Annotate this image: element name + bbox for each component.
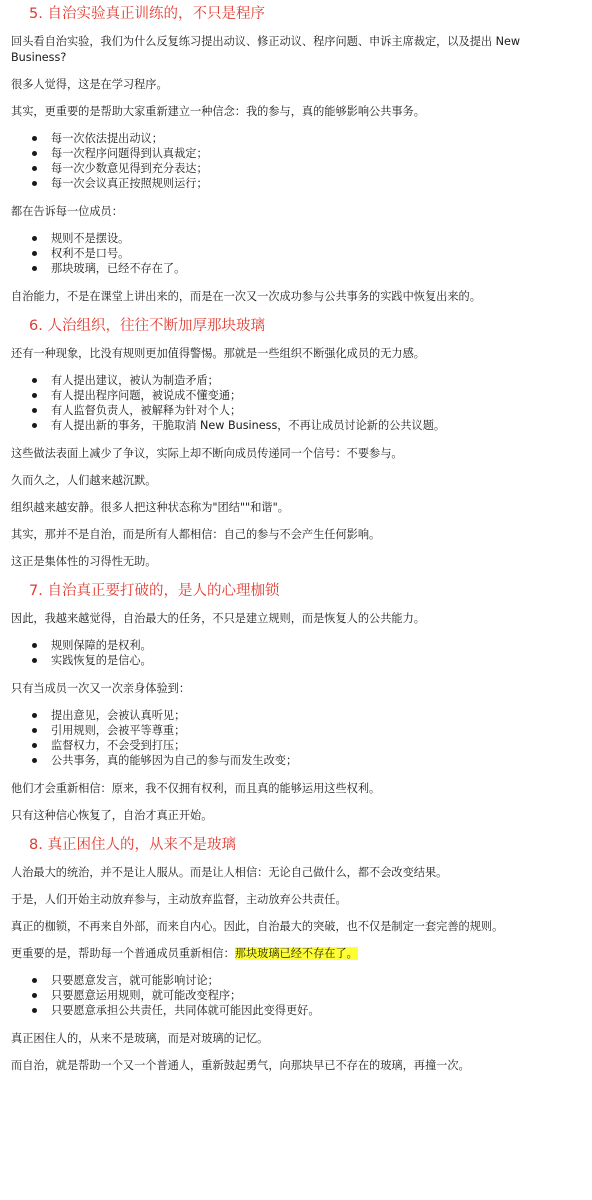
list-item-text: 每一次程序问题得到认真裁定； — [51, 147, 208, 160]
list-item-text: 引用规则，会被平等尊重； — [51, 724, 186, 737]
bullet-dot-icon — [32, 658, 37, 663]
section-heading: 5. 自治实验真正训练的，不只是程序 — [29, 6, 265, 22]
bullet-dot-icon — [32, 1008, 37, 1013]
paragraph — [11, 946, 578, 962]
section-heading: 6. 人治组织，往往不断加厚那块玻璃 — [29, 318, 265, 334]
list-item — [11, 753, 578, 768]
list-item — [11, 161, 578, 176]
list-item-text: 监督权力，不会受到打压； — [51, 739, 186, 752]
list-item — [11, 146, 578, 161]
list-item-text: 有人提出建议，被认为制造矛盾； — [51, 374, 219, 387]
list-item-text: 提出意见，会被认真听见； — [51, 709, 186, 722]
paragraph: 其实，更重要的是帮助大家重新建立一种信念：我的参与，真的能够影响公共事务。 — [11, 105, 425, 118]
list-item — [11, 403, 578, 418]
list-item — [11, 738, 578, 753]
paragraph: 还有一种现象，比没有规则更加值得警惕。那就是一些组织不断强化成员的无力感。 — [11, 347, 425, 360]
list-item-text: 只要愿意承担公共责任，共同体就可能因此变得更好。 — [51, 1004, 320, 1017]
section-8 — [11, 835, 578, 1074]
bullet-dot-icon — [32, 151, 37, 156]
paragraph: 组织越来越安静。很多人把这种状态称为"团结""和谐"。 — [11, 501, 289, 514]
paragraph: 真正的枷锁，不再来自外部，而来自内心。因此，自治最大的突破，也不仅是制定一套完善的规则。 — [11, 920, 504, 933]
section-heading: 8. 真正困住人的，从来不是玻璃 — [29, 837, 236, 853]
bullet-list — [11, 973, 578, 1018]
paragraph: 这些做法表面上减少了争议，实际上却不断向成员传递同一个信号：不要参与。 — [11, 447, 403, 460]
paragraph: 回头看自治实验，我们为什么反复练习提出动议、修正动议、程序问题、申诉主席裁定，以及提出 New Business? — [11, 35, 521, 64]
list-item — [11, 988, 578, 1003]
paragraph: 于是，人们开始主动放弃参与，主动放弃监督，主动放弃公共责任。 — [11, 893, 347, 906]
list-item — [11, 373, 578, 388]
paragraph: 因此，我越来越觉得，自治最大的任务，不只是建立规则，而是恢复人的公共能力。 — [11, 612, 425, 625]
paragraph: 他们才会重新相信：原来，我不仅拥有权利，而且真的能够运用这些权利。 — [11, 782, 381, 795]
list-item-text: 权利不是口号。 — [51, 247, 130, 260]
bullet-dot-icon — [32, 758, 37, 763]
list-item-text: 只要愿意运用规则，就可能改变程序； — [51, 989, 242, 1002]
bullet-list — [11, 231, 578, 276]
list-item — [11, 973, 578, 988]
list-item — [11, 723, 578, 738]
paragraph: 自治能力，不是在课堂上讲出来的，而是在一次又一次成功参与公共事务的实践中恢复出来的。 — [11, 290, 481, 303]
list-item — [11, 231, 578, 246]
bullet-dot-icon — [32, 181, 37, 186]
list-item-text: 每一次会议真正按照规则运行； — [51, 177, 208, 190]
paragraph: 人治最大的统治，并不是让人服从。而是让人相信：无论自己做什么，都不会改变结果。 — [11, 866, 448, 879]
list-item — [11, 638, 578, 653]
list-item-text: 只要愿意发言，就可能影响讨论； — [51, 974, 219, 987]
list-item-text: 实践恢复的是信心。 — [51, 654, 152, 667]
bullet-dot-icon — [32, 266, 37, 271]
bullet-list — [11, 131, 578, 191]
list-item-text: 有人监督负责人，被解释为针对个人； — [51, 404, 242, 417]
paragraph: 真正困住人的，从来不是玻璃，而是对玻璃的记忆。 — [11, 1032, 269, 1045]
paragraph: 很多人觉得，这是在学习程序。 — [11, 78, 168, 91]
list-item — [11, 708, 578, 723]
bullet-dot-icon — [32, 978, 37, 983]
list-item-text: 规则保障的是权利。 — [51, 639, 152, 652]
section-6 — [11, 316, 578, 570]
paragraph-text: 更重要的是，帮助每一个普通成员重新相信： — [11, 947, 235, 960]
bullet-list — [11, 638, 578, 668]
section-7 — [11, 581, 578, 824]
bullet-dot-icon — [32, 993, 37, 998]
paragraph: 其实，那并不是自治，而是所有人都相信：自己的参与不会产生任何影响。 — [11, 528, 381, 541]
bullet-dot-icon — [32, 728, 37, 733]
section-5 — [11, 4, 578, 305]
bullet-dot-icon — [32, 251, 37, 256]
bullet-list — [11, 373, 578, 433]
list-item — [11, 388, 578, 403]
list-item — [11, 1003, 578, 1018]
paragraph: 这正是集体性的习得性无助。 — [11, 555, 157, 568]
bullet-dot-icon — [32, 393, 37, 398]
list-item — [11, 418, 578, 433]
bullet-dot-icon — [32, 236, 37, 241]
section-heading: 7. 自治真正要打破的，是人的心理枷锁 — [29, 583, 280, 599]
bullet-dot-icon — [32, 743, 37, 748]
paragraph: 久而久之，人们越来越沉默。 — [11, 474, 157, 487]
bullet-dot-icon — [32, 423, 37, 428]
bullet-dot-icon — [32, 713, 37, 718]
paragraph: 只有这种信心恢复了，自治才真正开始。 — [11, 809, 213, 822]
bullet-dot-icon — [32, 378, 37, 383]
list-item — [11, 261, 578, 276]
list-item — [11, 131, 578, 146]
list-item-text: 每一次少数意见得到充分表达； — [51, 162, 208, 175]
highlighted-text: 那块玻璃已经不存在了。 — [234, 947, 358, 960]
list-item — [11, 246, 578, 261]
bullet-dot-icon — [32, 136, 37, 141]
list-item-text: 每一次依法提出动议； — [51, 132, 163, 145]
paragraph: 只有当成员一次又一次亲身体验到： — [11, 682, 191, 695]
bullet-list — [11, 708, 578, 768]
list-item-text: 那块玻璃，已经不存在了。 — [51, 262, 186, 275]
bullet-dot-icon — [32, 643, 37, 648]
bullet-dot-icon — [32, 408, 37, 413]
bullet-dot-icon — [32, 166, 37, 171]
list-item — [11, 176, 578, 191]
list-item-text: 公共事务，真的能够因为自己的参与而发生改变； — [51, 754, 298, 767]
paragraph: 都在告诉每一位成员： — [11, 205, 123, 218]
paragraph: 而自治，就是帮助一个又一个普通人，重新鼓起勇气，向那块早已不存在的玻璃，再撞一次。 — [11, 1059, 470, 1072]
list-item-text: 规则不是摆设。 — [51, 232, 130, 245]
list-item-text: 有人提出新的事务，干脆取消 New Business，不再让成员讨论新的公共议题。 — [51, 419, 446, 432]
list-item-text: 有人提出程序问题，被说成不懂变通； — [51, 389, 242, 402]
list-item — [11, 653, 578, 668]
